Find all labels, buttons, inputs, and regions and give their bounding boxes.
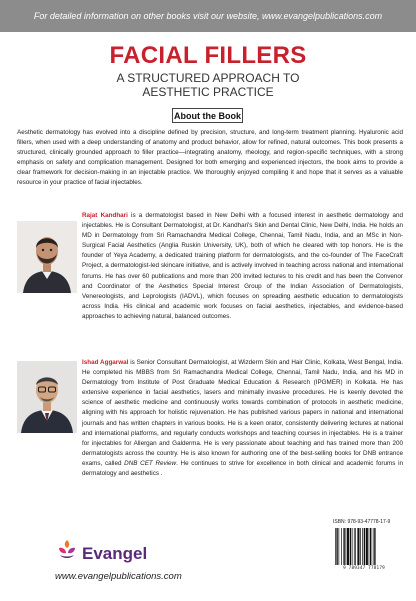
top-banner: [0, 0, 416, 32]
isbn-label: ISBN: 978-93-47778-17-9: [333, 519, 391, 525]
subtitle-line-2: AESTHETIC PRACTICE: [142, 85, 274, 99]
barcode-icon: [333, 527, 395, 567]
author-name: Ishad Aggarwal: [82, 359, 129, 366]
book-reference: DNB CET Review: [124, 459, 177, 467]
about-text: Aesthetic dermatology has evolved into a discipline defined by precision, structure, and long-term treatment planning. Hyaluronic acid fillers, when used with a deep understanding of anatomy and product behavior, allow for refined, natural outcomes. This book presents a structured, clinically grounded approach to filler practice—integrating anatomy, rheology, and region-specific techniques, with a strong emphasis on safety and complication management. Designed for both emerging and experienced injectors, the book aims to provide a clear framework for decision-making in an injectable practice. We thoroughly enjoyed compiling it and hope that it serves as a valuable resource in your practice of facial injectables.: [17, 129, 403, 187]
author-name: Rajat Kandhari: [82, 212, 128, 219]
author-photo-rajat-kandhari: [17, 221, 77, 293]
evangel-logo-icon: [55, 538, 79, 562]
author-bio-text: is Senior Consultant Dermatologist, at Wizderm Skin and Hair Clinic, Kolkata, West Bengal, India. He completed his MBBS from Sri Ramachandra Medical College, Chennai, Tamil Nadu, India, and his MD in Dermatology from Institute of Post Graduate Medical Education & Research (IPGMER) in Kolkata. He has extensive experience in facial aesthetics, lasers and minimally invasive procedures. He is keenly devoted the science of aesthetic medicine and continuously works towards combination of protocols in aesthetic medicine, aligning with his approach for holistic rejuvenation. He has published various papers in national and international journals and has written chapters in various books. He is a keen orator, consistently delivering lectures at national and international platforms, and regularly conducts workshops and teaching courses in injectables. He is a trainer for injectables for Allergan and Galderma. He is very passionate about teaching and has trained more than 200 dermatologists across the country. He is also known for authoring one of the best-selling books for DNB entrance exams, called: [82, 359, 403, 467]
banner-text: For detailed information on other books visit our website, www.evangelpublications.com: [33, 11, 383, 21]
book-subtitle: [0, 71, 416, 99]
about-heading: About the Book: [172, 108, 243, 123]
publisher-website: www.evangelpublications.com: [55, 571, 182, 582]
author-bio-rajat-kandhari: [82, 211, 403, 322]
author-photo-ishad-aggarwal: [17, 361, 77, 433]
book-title: FACIAL FILLERS: [109, 42, 307, 69]
subtitle-line-1: A STRUCTURED APPROACH TO: [116, 71, 300, 85]
barcode-digits: 9 789347 778179: [343, 566, 385, 571]
author-bio-text-end: . He continues to strive for excellence in both clinical and academic forums in dermatology and aesthetics .: [82, 459, 403, 478]
author-bio-text: is a dermatologist based in New Delhi with a focused interest in aesthetic dermatology and injectables. He is Consultant Dermatologist, at Dr. Kandhari's Skin and Dental Clinic, New Delhi, India. He holds an MD in Dermatology from Sri Ramachandra Medical College, Chennai, Tamil Nadu, India, and an MSc in Non-Surgical Facial Aesthetics (Anglia Ruskin University, UK), both of which he cleared with top honors. He is the founder of Yeya Academy, a dedicated training platform for dermatologists, and the co-founder of The FaceCraft Project, a dermatologist-led skincare initiative, and is actively involved in teaching across national and international forums. He has over 60 publications and more than 200 invited lectures to his credit and has been the Convenor and Coordinator of the Aesthetics Special Interest Group of the Indian Association of Dermatologists, Venereologists, and Leprologists (IADVL), which focuses on spreading aesthetic education to dermatologists across India. His clinical and academic work focuses on facial aesthetics, injectables, and evidence-based approaches to achieving natural, balanced outcomes.: [82, 212, 403, 320]
author-bio-ishad-aggarwal: [82, 358, 403, 479]
publisher-logo-text: Evangel: [82, 544, 148, 563]
